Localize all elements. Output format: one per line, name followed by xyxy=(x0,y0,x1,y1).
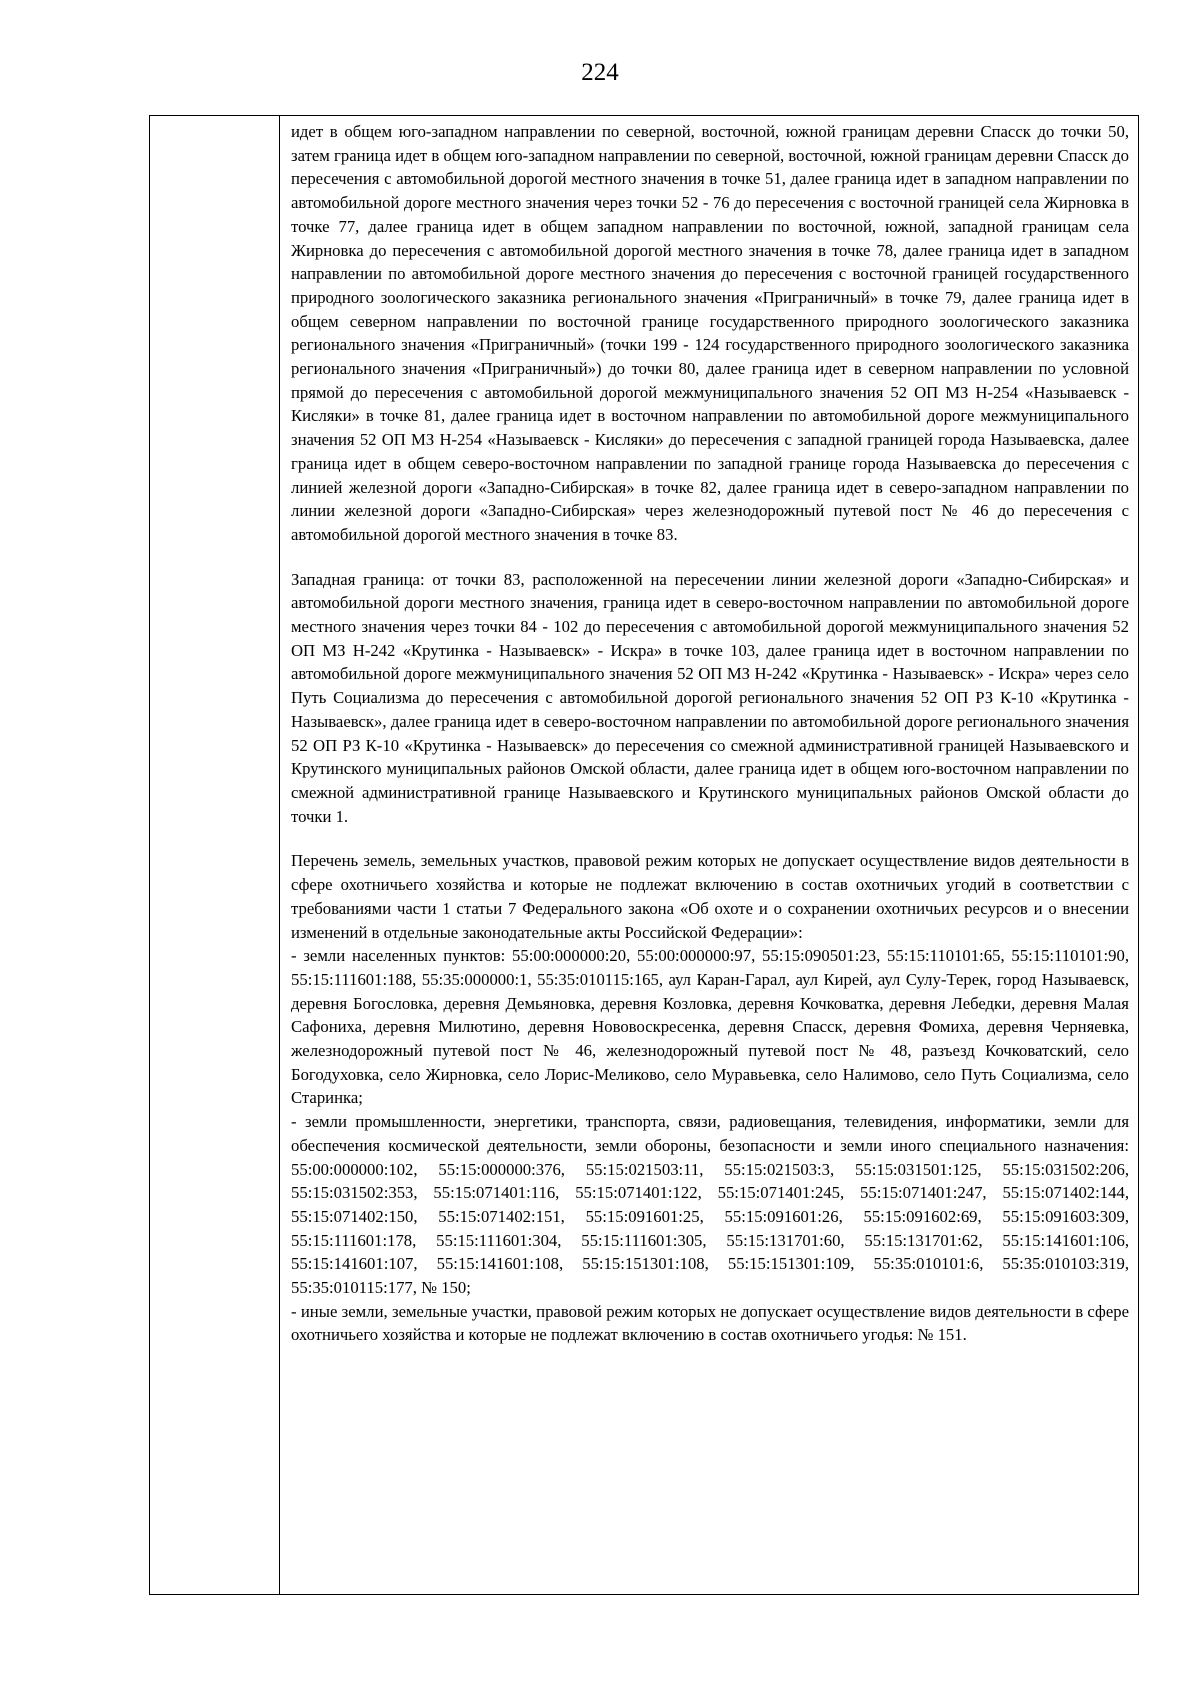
table-content-cell xyxy=(291,120,1129,1347)
list-item-settlement-lands: - земли населенных пунктов: 55:00:000000:20, 55:00:000000:97, 55:15:090501:23, 55:15:110101:65, 55:15:110101:90, 55:15:111601:188, 55:35:000000:1, 55:35:010115:165, аул Каран-Гарал, аул Кирей, аул Сулу-Терек, город Называевск, деревня Богословка, деревня Демьяновка, деревня Козловка, деревня Кочковатка, деревня Лебедки, деревня Малая Сафониха, деревня Милютино, деревня Нововоскресенка, деревня Спасск, деревня Фомиха, деревня Черняевка, железнодорожный путевой пост № 46, железнодорожный путевой пост № 48, разъезд Кочковатский, село Богодуховка, село Жирновка, село Лорис-Меликово, село Муравьевка, село Налимово, село Путь Социализма, село Старинка; xyxy=(291,946,1129,1108)
document-table xyxy=(149,115,1139,1595)
table-left-column xyxy=(150,116,280,1594)
paragraph-western-boundary: Западная граница: от точки 83, расположенной на пересечении линии железной дороги «Западно-Сибирская» и автомобильной дороги местного значения, граница идет в северо-восточном направлении по автомобильной дороге местного значения через точки 84 - 102 до пересечения с автомобильной дорогой межмуниципального значения 52 ОП МЗ Н-242 «Крутинка - Называевск» - Искра» в точке 103, далее граница идет в восточном направлении по автомобильной дороге межмуниципального значения 52 ОП МЗ Н-242 «Крутинка - Называевск» - Искра» через село Путь Социализма до пересечения с автомобильной дорогой регионального значения 52 ОП РЗ К-10 «Крутинка - Называевск», далее граница идет в северо-восточном направлении по автомобильной дороге регионального значения 52 ОП РЗ К-10 «Крутинка - Называевск» до пересечения со смежной административной границей Называевского и Крутинского муниципальных районов Омской области, далее граница идет в общем юго-восточном направлении по смежной административной границе Называевского и Крутинского муниципальных районов Омской области до точки 1. xyxy=(291,569,1129,826)
paragraph-gap xyxy=(291,547,1129,568)
list-item-special-purpose-lands: - земли промышленности, энергетики, транспорта, связи, радиовещания, телевидения, информатики, земли для обеспечения космической деятельности, земли обороны, безопасности и земли иного специального назначения: 55:00:000000:102, 55:15:000000:376, 55:15:021503:11, 55:15:021503:3, 55:15:031501:125, 55:15:031502:206, 55:15:031502:353, 55:15:071401:116, 55:15:071401:122, 55:15:071401:245, 55:15:071401:247, 55:15:071402:144, 55:15:071402:150, 55:15:071402:151, 55:15:091601:25, 55:15:091601:26, 55:15:091602:69, 55:15:091603:309, 55:15:111601:178, 55:15:111601:304, 55:15:111601:305, 55:15:131701:60, 55:15:131701:62, 55:15:141601:106, 55:15:141601:107, 55:15:141601:108, 55:15:151301:108, 55:15:151301:109, 55:35:010101:6, 55:35:010103:319, 55:35:010115:177, № 150; xyxy=(291,1112,1129,1298)
list-item-other-lands: - иные земли, земельные участки, правовой режим которых не допускает осуществление видов деятельности в сфере охотничьего хозяйства и которые не подлежат включению в состав охотничьего угодья: № 151. xyxy=(291,1301,1129,1345)
page-number: 224 xyxy=(581,59,619,86)
paragraph-gap xyxy=(291,828,1129,849)
paragraph-excluded-lands-intro: Перечень земель, земельных участков, правовой режим которых не допускает осуществление видов деятельности в сфере охотничьего хозяйства и которые не подлежат включению в состав охотничьих угодий в соответствии с требованиями части 1 статьи 7 Федерального закона «Об охоте и о сохранении охотничьих ресурсов и о внесении изменений в отдельные законодательные акты Российской Федерации»: xyxy=(291,851,1129,942)
paragraph-boundary-continuation: идет в общем юго-западном направлении по северной, восточной, южной границам деревни Спасск до точки 50, затем граница идет в общем юго-западном направлении по северной, восточной, южной границам деревни Спасск до пересечения с автомобильной дорогой местного значения в точке 51, далее граница идет в западном направлении по автомобильной дороге местного значения через точки 52 - 76 до пересечения с восточной границей села Жирновка в точке 77, далее граница идет в общем западном направлении по восточной, южной, западной границам села Жирновка до пересечения с автомобильной дорогой местного значения в точке 78, далее граница идет в западном направлении по автомобильной дороге местного значения до пересечения с восточной границей государственного природного зоологического заказника регионального значения «Приграничный» в точке 79, далее граница идет в общем северном направлении по восточной границе государственного природного зоологического заказника регионального значения «Приграничный» (точки 199 - 124 государственного природного зоологического заказника регионального значения «Приграничный») до точки 80, далее граница идет в северном направлении по условной прямой до пересечения с автомобильной дорогой межмуниципального значения 52 ОП МЗ Н-254 «Называевск - Кисляки» в точке 81, далее граница идет в восточном направлении по автомобильной дороге межмуниципального значения 52 ОП МЗ Н-254 «Называевск - Кисляки» до пересечения с западной границей города Называевска, далее граница идет в общем северо-восточном направлении по западной границе города Называевска до пересечения с линией железной дороги «Западно-Сибирская» в точке 82, далее граница идет в северо-западном направлении по линии железной дороги «Западно-Сибирская» через железнодорожный путевой пост № 46 до пересечения с автомобильной дорогой местного значения в точке 83. xyxy=(291,122,1129,544)
